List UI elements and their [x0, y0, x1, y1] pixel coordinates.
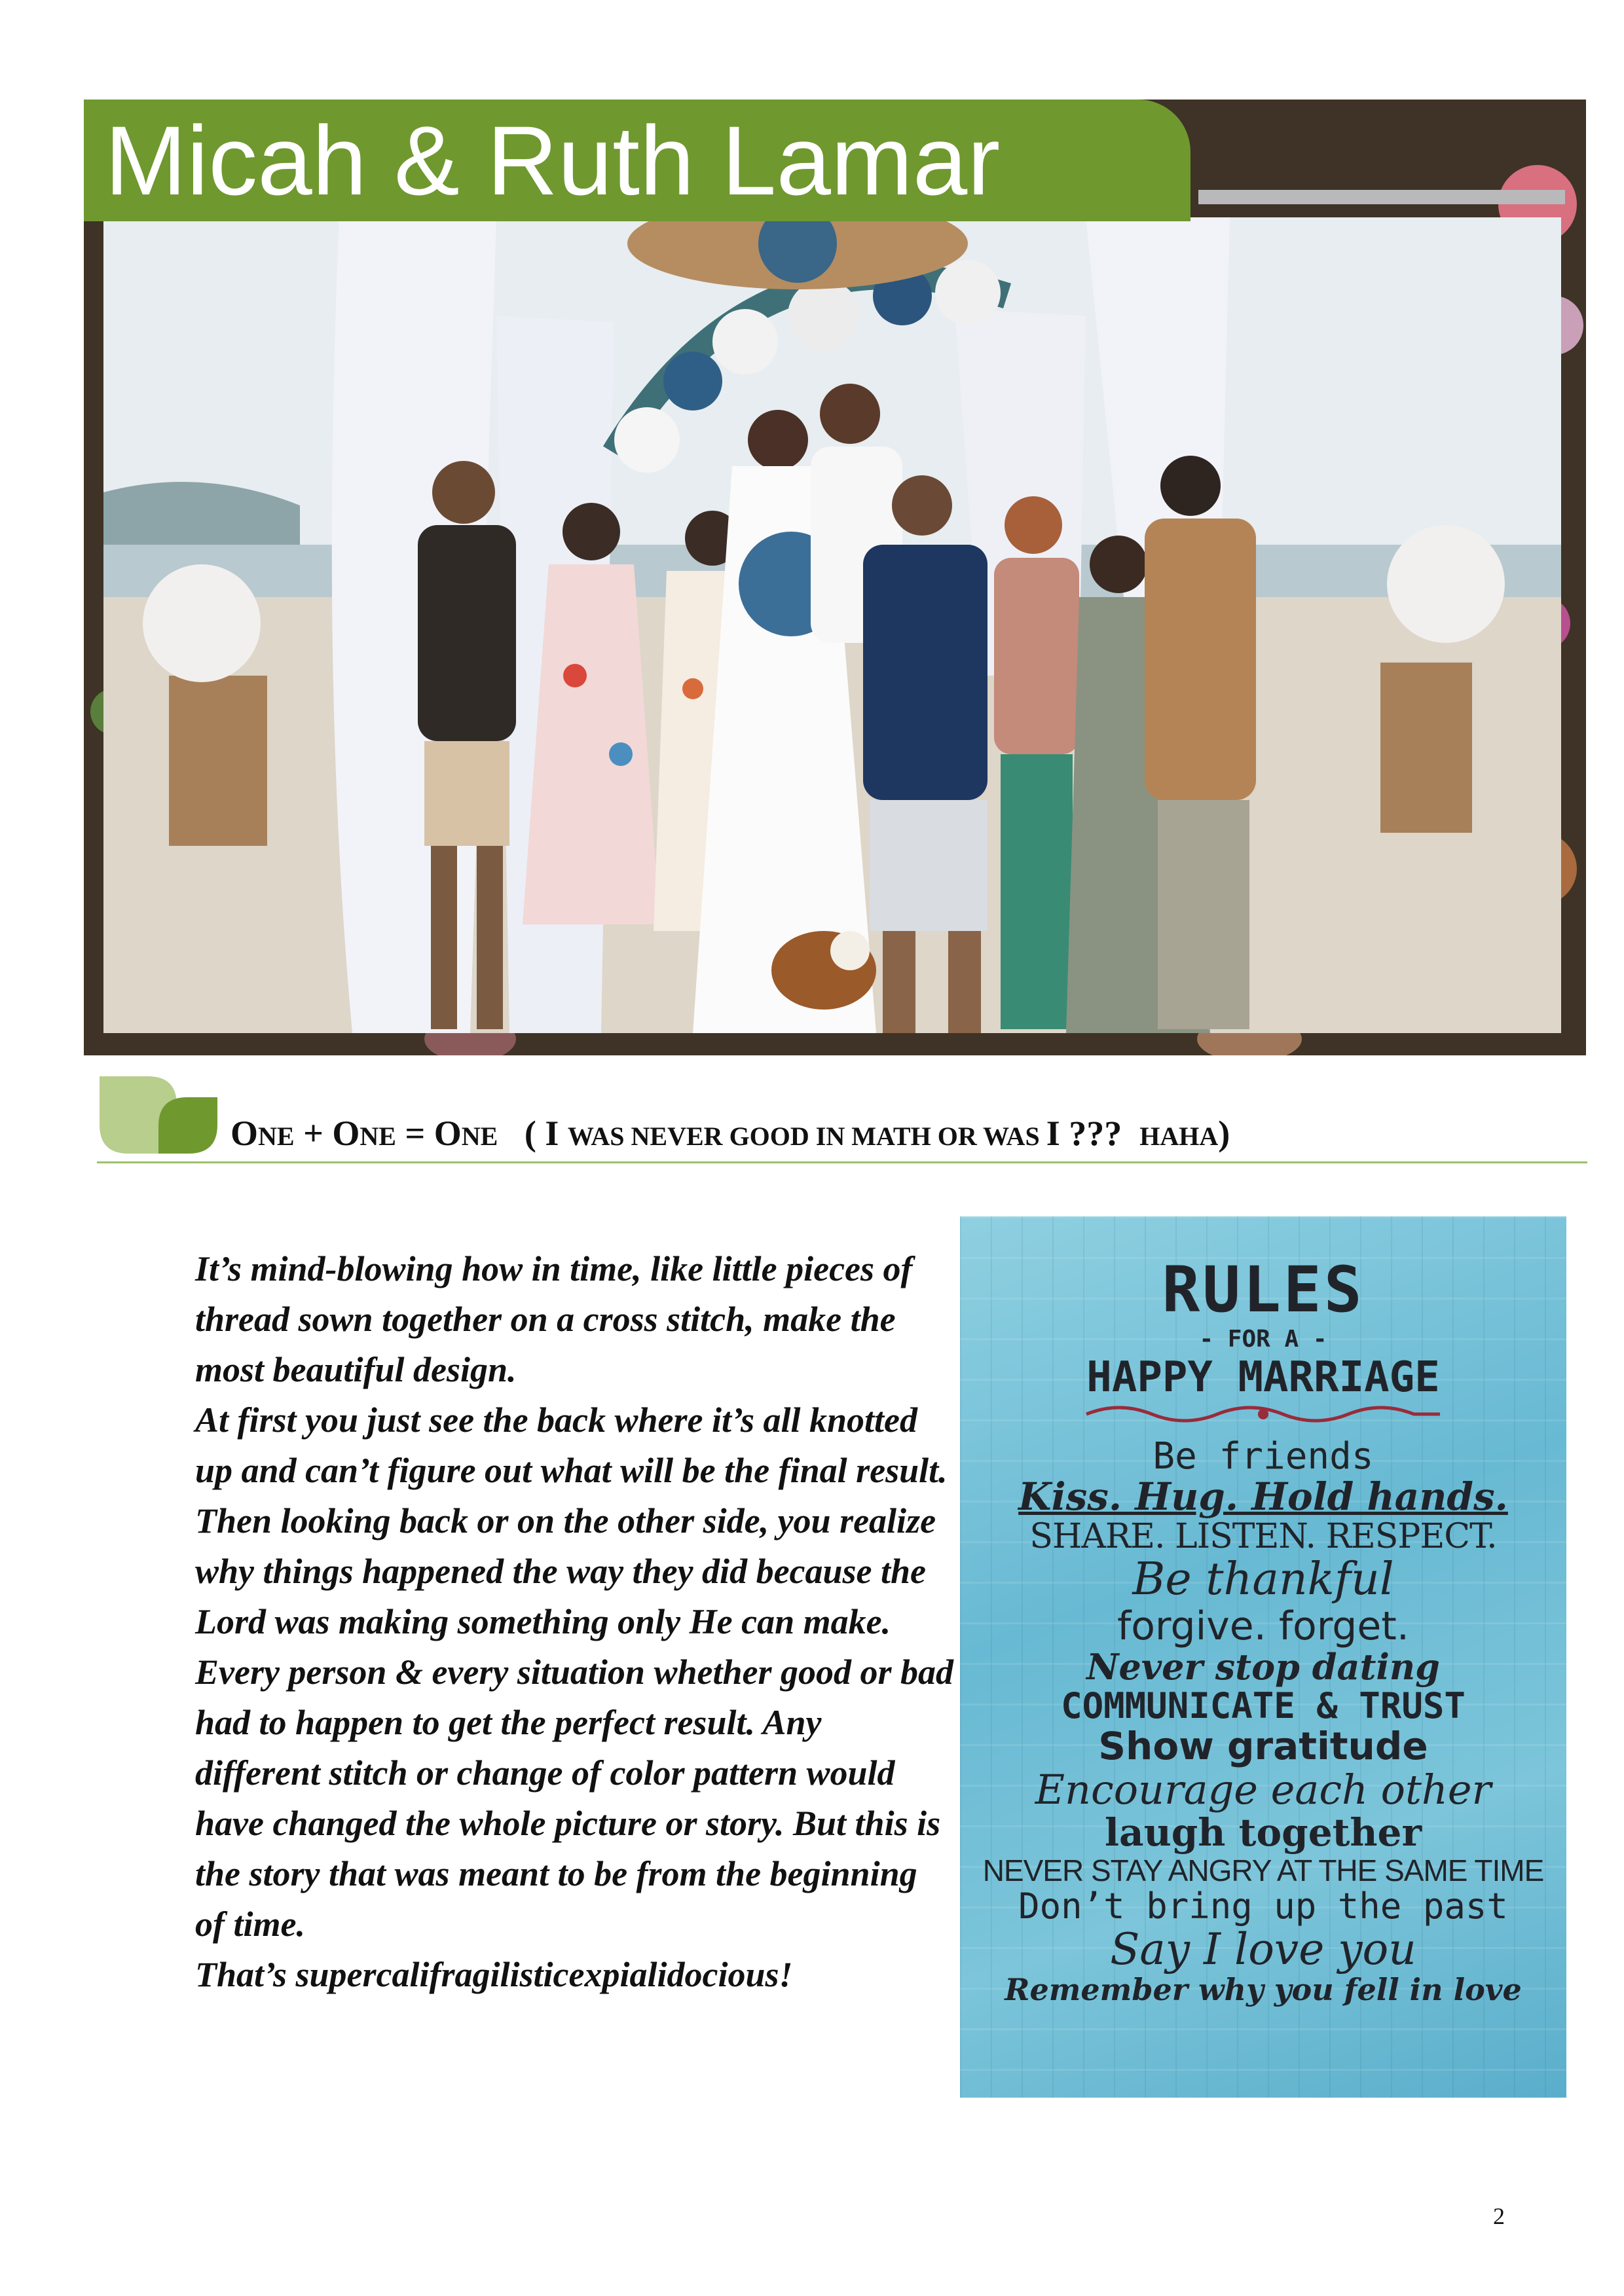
- poster-line-11: NEVER STAY ANGRY AT THE SAME TIME: [982, 1853, 1544, 1887]
- swirl-divider-icon: [960, 1401, 1566, 1427]
- heading-plus: +: [294, 1114, 333, 1153]
- heading-rest-one-2: NE: [360, 1121, 396, 1151]
- poster-line-3: SHARE. LISTEN. RESPECT.: [1029, 1516, 1497, 1556]
- grey-accent-strip: [1198, 190, 1565, 204]
- story-paragraph-2: At first you just see the back where it’s all knotted up and can’t figure out what will be the final result.: [195, 1400, 948, 1490]
- heading-paren-close: ): [1218, 1114, 1230, 1153]
- heading-cap-one-2: O: [332, 1114, 360, 1153]
- poster-line-4: Be thankful: [1132, 1554, 1394, 1606]
- poster-line-5: forgive. forget.: [1117, 1603, 1409, 1649]
- wedding-photo-illustration: [103, 217, 1561, 1033]
- heading-paren-open: (: [498, 1114, 545, 1153]
- wedding-group-photo: [103, 217, 1561, 1033]
- rules-poster: [960, 1216, 1566, 2098]
- heading-rest-one-1: NE: [258, 1121, 295, 1151]
- story-paragraph-3: Then looking back or on the other side, you realize why things happened the way they did because the Lord was making something only He can make. Every person & every situation whether good or bad had to happen to get the perfect result. Any different stitch or change of color pattern would have changed the whole picture or story. But this is the story that was meant to be from the beginning of time.: [195, 1501, 953, 1944]
- heading-rest-one-3: NE: [461, 1121, 498, 1151]
- story-paragraph-4: That’s supercalifragilisticexpialidocious!: [195, 1955, 793, 1994]
- story-paragraph-1: It’s mind-blowing how in time, like little pieces of thread sown together on a cross stitch, make the most beautiful design.: [195, 1249, 913, 1389]
- heading-aside-haha: HAHA: [1139, 1121, 1219, 1151]
- poster-line-6: Never stop dating: [1086, 1645, 1440, 1688]
- poster-title: RULES: [1162, 1253, 1365, 1326]
- heading-aside-i-question: I ???: [1046, 1114, 1140, 1153]
- section-divider: [97, 1161, 1587, 1163]
- section-heading: [231, 1113, 1540, 1154]
- poster-for-a: - FOR A -: [1199, 1325, 1327, 1353]
- poster-line-9: Encourage each other: [1035, 1765, 1492, 1813]
- heading-aside-i: I: [545, 1114, 568, 1153]
- poster-line-10: laugh together: [1104, 1810, 1422, 1855]
- story-text: [195, 1244, 955, 2000]
- page-title: Micah & Ruth Lamar: [105, 105, 1001, 215]
- poster-line-1: Be friends: [1153, 1434, 1374, 1478]
- poster-line-7: COMMUNICATE & TRUST: [1061, 1685, 1466, 1727]
- poster-line-14: Remember why you fell in love: [1005, 1972, 1522, 2008]
- heading-equals: =: [396, 1114, 434, 1153]
- poster-subtitle: HAPPY MARRIAGE: [1086, 1353, 1440, 1402]
- heading-aside-text: WAS NEVER GOOD IN MATH OR WAS: [567, 1121, 1046, 1151]
- poster-line-13: Say I love you: [1110, 1923, 1416, 1975]
- poster-line-2: Kiss. Hug. Hold hands.: [1018, 1474, 1508, 1520]
- poster-line-12: Don’t bring up the past: [1018, 1886, 1508, 1927]
- poster-line-8: Show gratitude: [1098, 1723, 1428, 1768]
- heading-cap-one-3: O: [434, 1114, 462, 1153]
- heading-cap-one-1: O: [231, 1114, 259, 1153]
- title-banner: [84, 100, 1190, 221]
- leaf-icon: [100, 1076, 217, 1154]
- page-number: 2: [1493, 2203, 1505, 2229]
